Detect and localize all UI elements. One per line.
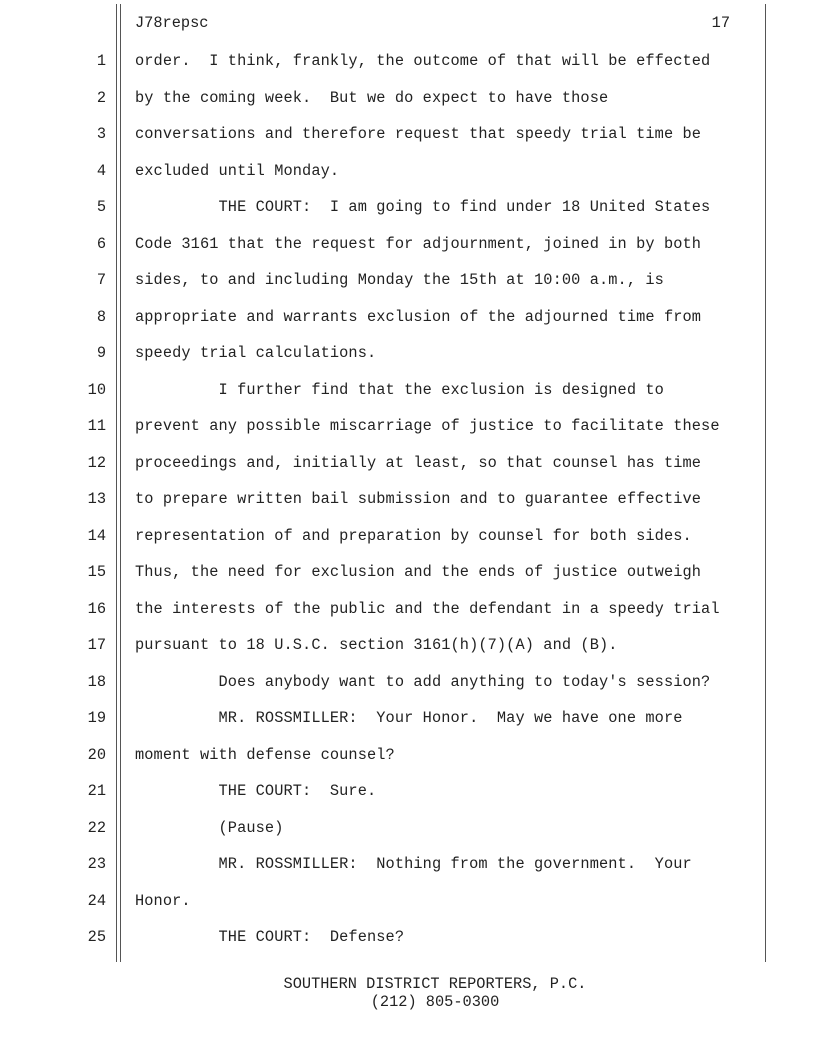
transcript-line xyxy=(0,454,816,478)
transcript-line xyxy=(0,162,816,186)
line-number: 7 xyxy=(96,271,106,289)
transcript-line xyxy=(0,198,816,222)
transcript-line xyxy=(0,344,816,368)
line-text: Does anybody want to add anything to today's session? xyxy=(135,672,711,691)
line-number: 21 xyxy=(87,782,106,800)
line-text: representation of and preparation by counsel for both sides. xyxy=(135,526,692,545)
line-number: 22 xyxy=(87,818,106,837)
line-text: excluded until Monday. xyxy=(135,161,340,180)
line-text: the interests of the public and the defendant in a speedy trial xyxy=(135,599,720,618)
line-text: THE COURT: I am going to find under 18 United States xyxy=(135,198,711,216)
transcript-line xyxy=(0,782,816,806)
line-number: 5 xyxy=(96,198,106,216)
line-text: MR. ROSSMILLER: Nothing from the government. Your xyxy=(135,855,692,873)
line-text: THE COURT: Defense? xyxy=(135,928,405,946)
line-number: 10 xyxy=(87,380,106,399)
footer-reporter-name: SOUTHERN DISTRICT REPORTERS, P.C. xyxy=(283,975,587,993)
line-text: prevent any possible miscarriage of justice to facilitate these xyxy=(135,417,720,435)
line-text: appropriate and warrants exclusion of the adjourned time from xyxy=(135,307,702,326)
line-number: 4 xyxy=(96,161,106,180)
line-number: 6 xyxy=(96,234,106,253)
line-text: proceedings and, initially at least, so that counsel has time xyxy=(135,453,702,472)
line-number: 16 xyxy=(87,599,106,618)
line-text: moment with defense counsel? xyxy=(135,745,395,764)
line-number: 14 xyxy=(87,526,106,545)
line-text: to prepare written bail submission and to guarantee effective xyxy=(135,490,702,508)
line-number: 23 xyxy=(87,855,106,873)
line-text: sides, to and including Monday the 15th at 10:00 a.m., is xyxy=(135,271,664,289)
line-number: 8 xyxy=(96,307,106,326)
transcript-line xyxy=(0,928,816,952)
transcript-line xyxy=(0,52,816,76)
transcript-line xyxy=(0,600,816,624)
line-text: speedy trial calculations. xyxy=(135,344,377,362)
line-text: Honor. xyxy=(135,891,191,910)
line-text: Thus, the need for exclusion and the ends of justice outweigh xyxy=(135,563,702,581)
transcript-line xyxy=(0,308,816,332)
transcript-line xyxy=(0,855,816,879)
transcript-line xyxy=(0,709,816,733)
line-number: 1 xyxy=(96,52,106,70)
line-number: 18 xyxy=(87,672,106,691)
line-number: 15 xyxy=(87,563,106,581)
line-number: 13 xyxy=(87,490,106,508)
transcript-line xyxy=(0,527,816,551)
line-number: 19 xyxy=(87,709,106,727)
line-number: 2 xyxy=(96,88,106,107)
line-text: I further find that the exclusion is designed to xyxy=(135,380,664,399)
line-number: 12 xyxy=(87,453,106,472)
transcript-line xyxy=(0,636,816,660)
transcript-line xyxy=(0,673,816,697)
transcript-line xyxy=(0,819,816,843)
line-text: order. I think, frankly, the outcome of that will be effected xyxy=(135,52,711,70)
transcript-line xyxy=(0,746,816,770)
line-text: conversations and therefore request that speedy trial time be xyxy=(135,125,702,143)
transcript-line xyxy=(0,417,816,441)
line-number: 25 xyxy=(87,928,106,946)
line-text: MR. ROSSMILLER: Your Honor. May we have one more xyxy=(135,709,683,727)
line-text: pursuant to 18 U.S.C. section 3161(h)(7)(A) and (B). xyxy=(135,636,618,654)
page-number: 17 xyxy=(711,14,730,32)
line-number: 9 xyxy=(96,344,106,362)
line-text: (Pause) xyxy=(135,818,284,837)
transcript-id: J78repsc xyxy=(135,14,209,32)
footer-phone: (212) 805-0300 xyxy=(370,993,500,1011)
transcript-line xyxy=(0,235,816,259)
line-number: 3 xyxy=(96,125,106,143)
transcript-line xyxy=(0,125,816,149)
line-number: 20 xyxy=(87,745,106,764)
line-number: 17 xyxy=(87,636,106,654)
transcript-line xyxy=(0,892,816,916)
transcript-line xyxy=(0,271,816,295)
transcript-line xyxy=(0,490,816,514)
line-text: Code 3161 that the request for adjournment, joined in by both xyxy=(135,234,702,253)
transcript-line xyxy=(0,89,816,113)
line-number: 11 xyxy=(87,417,106,435)
line-number: 24 xyxy=(87,891,106,910)
line-text: by the coming week. But we do expect to have those xyxy=(135,88,609,107)
transcript-line xyxy=(0,381,816,405)
line-text: THE COURT: Sure. xyxy=(135,782,377,800)
transcript-line xyxy=(0,563,816,587)
